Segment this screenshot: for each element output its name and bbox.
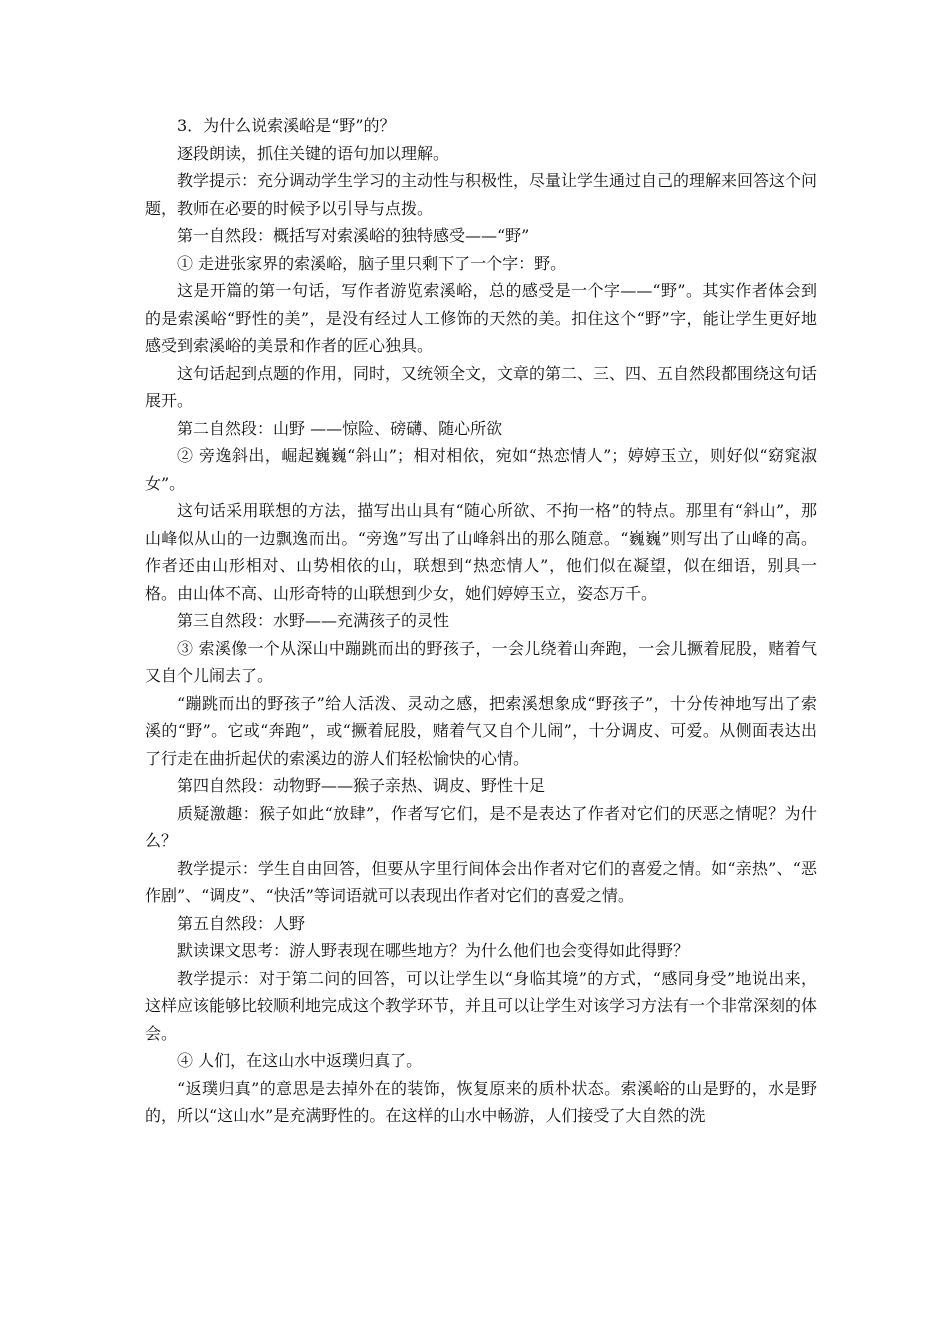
- analysis-paragraph: “返璞归真”的意思是去掉外在的装饰，恢复原来的质朴状态。索溪峪的山是野的，水是野的，所以“这山水”是充满野性的。在这样的山水中畅游，人们接受了大自然的洗: [145, 1078, 817, 1125]
- quote-paragraph-4: ④ 人们，在这山水中返璞归真了。: [177, 1051, 423, 1070]
- instruction-paragraph: 逐段朗读，抓住关键的语句加以理解。: [177, 143, 450, 163]
- teaching-tip-paragraph: 教学提示：学生自由回答，但要从字里行间体会出作者对它们的喜爱之情。如“亲热”、“恶作剧”、“调皮”、“快活”等词语就可以表现出作者对它们的喜爱之情。: [145, 858, 817, 905]
- analysis-paragraph: “蹦跳而出的野孩子”给人活泼、灵动之感，把索溪想象成“野孩子”，十分传神地写出了索溪的“野”。它或“奔跑”，或“撅着屁股，赌着气又自个儿闹”，十分调皮、可爱。从侧面表达出了行走在曲折起伏的索溪边的游人们轻松愉快的心情。: [145, 693, 817, 768]
- section-heading-1: 第一自然段：概括写对索溪峪的独特感受——“野”: [177, 226, 530, 245]
- quote-paragraph-3: ③ 索溪像一个从深山中蹦跳而出的野孩子，一会儿绕着山奔跑，一会儿撅着屁股，赌着气又自个儿闹去了。: [145, 638, 817, 685]
- document-page: [145, 112, 817, 1130]
- section-heading-2: 第二自然段：山野 ——惊险、磅礴、随心所欲: [177, 418, 503, 438]
- question-paragraph: 质疑激趣：猴子如此“放肆”，作者写它们，是不是表达了作者对它们的厌恶之情呢？为什么？: [145, 803, 817, 850]
- quote-paragraph-1: ① 走进张家界的索溪峪，脑子里只剩下了一个字：野。: [177, 253, 567, 273]
- analysis-paragraph: 这句话起到点题的作用，同时，又统领全文，文章的第二、三、四、五自然段都围绕这句话展开。: [145, 363, 818, 410]
- analysis-paragraph: 这是开篇的第一句话，写作者游览索溪峪，总的感受是一个字——“野”。其实作者体会到的是索溪峪“野性的美”，是没有经过人工修饰的天然的美。扣住这个“野”字，能让学生更好地感受到索溪峪的美景和作者的匠心独具。: [145, 281, 817, 355]
- quote-paragraph-2: ② 旁逸斜出，崛起巍巍“斜山”；相对相依，宛如“热恋情人”；婷婷玉立，则好似“窈窕淑女”。: [145, 446, 817, 493]
- teaching-tip-paragraph: 教学提示：对于第二问的回答，可以让学生以“身临其境”的方式，“感同身受”地说出来，这样应该能够比较顺利地完成这个教学环节，并且可以让学生对该学习方法有一个非常深刻的体会。: [145, 968, 818, 1043]
- question-heading: 3．为什么说索溪峪是“野”的？: [177, 116, 396, 135]
- teaching-tip-paragraph: 教学提示：充分调动学生学习的主动性与积极性，尽量让学生通过自己的理解来回答这个问题，教师在必要的时候予以引导与点拨。: [145, 171, 818, 218]
- question-paragraph: 默读课文思考：游人野表现在哪些地方？为什么他们也会变得如此得野？: [177, 941, 690, 960]
- section-heading-4: 第四自然段：动物野——猴子亲热、调皮、野性十足: [177, 776, 546, 795]
- analysis-paragraph: 这句话采用联想的方法，描写出山具有“随心所欲、不拘一格”的特点。那里有“斜山”，那山峰似从山的一边飘逸而出。“旁逸”写出了山峰斜出的那么随意。“巍巍”则写出了山峰的高。作者还由山形相对、山势相依的山，联想到“热恋情人”，他们似在凝望，似在细语，别具一格。由山体不高、山形奇特的山联想到少女，她们婷婷玉立，姿态万千。: [145, 501, 817, 603]
- section-heading-3: 第三自然段：水野——充满孩子的灵性: [177, 611, 450, 630]
- section-heading-5: 第五自然段：人野: [177, 913, 306, 933]
